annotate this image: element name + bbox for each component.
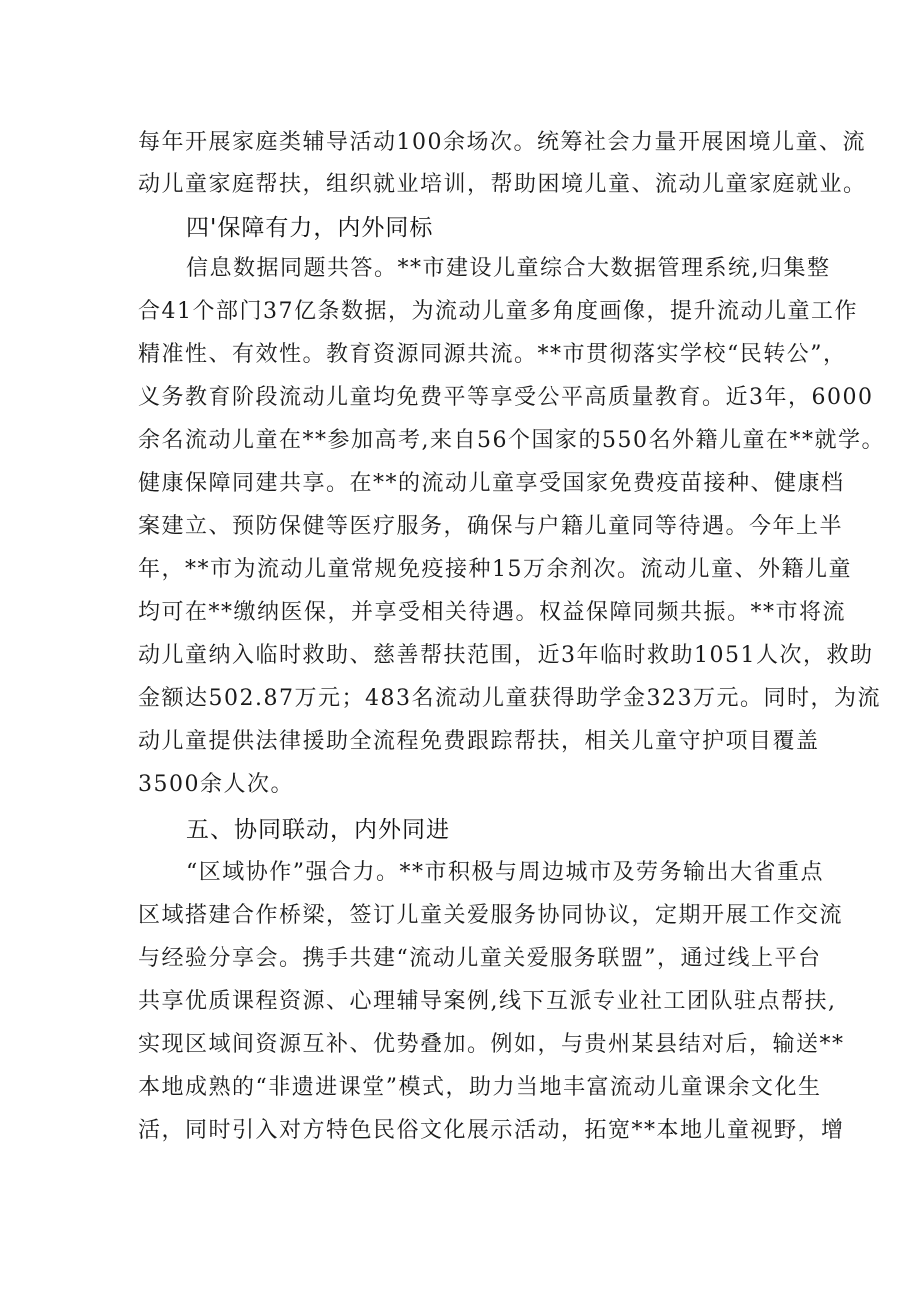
text-line: 均可在**缴纳医保，并享受相关待遇。权益保障同频共振。**市将流 (138, 600, 847, 625)
text-line: 每年开展家庭类辅导活动100余场次。统筹社会力量开展困境儿童、流 (138, 130, 866, 155)
text-line: 信息数据同题共答。**市建设儿童综合大数据管理系统,归集整 (186, 256, 831, 281)
text-line: 实现区域间资源互补、优势叠加。例如，与贵州某县结对后，输送** (138, 1032, 845, 1057)
section-heading-5: 五、协同联动，内外同进 (186, 817, 450, 843)
text-line: 动儿童纳入临时救助、慈善帮扶范围，近3年临时救助1051人次，救助 (138, 643, 874, 668)
text-line: 余名流动儿童在**参加高考,来自56个国家的550名外籍儿童在**就学。 (138, 428, 885, 453)
text-line: 区域搭建合作桥梁，签订儿童关爱服务协同协议，定期开展工作交流 (138, 903, 844, 928)
text-line: 案建立、预防保健等医疗服务，确保与户籍儿童同等待遇。今年上半 (138, 514, 844, 539)
text-line: 活，同时引入对方特色民俗文化展示活动，拓宽**本地儿童视野，增 (138, 1118, 845, 1143)
text-line: 与经验分享会。携手共建“流动儿童关爱服务联盟”，通过线上平台 (138, 946, 822, 971)
text-line: 年，**市为流动儿童常规免疫接种15万余剂次。流动儿童、外籍儿童 (138, 557, 852, 582)
text-line: “区域协作”强合力。**市积极与周边城市及劳务输出大省重点 (186, 860, 824, 885)
text-line: 共享优质课程资源、心理辅导案例,线下互派专业社工团队驻点帮扶, (138, 989, 837, 1014)
section-heading-4: 四'保障有力，内外同标 (186, 215, 434, 241)
text-line: 3500余人次。 (138, 772, 294, 797)
text-line: 义务教育阶段流动儿童均免费平等享受公平高质量教育。近3年，6000 (138, 385, 874, 410)
text-line: 精准性、有效性。教育资源同源共流。**市贯彻落实学校“民转公”， (138, 342, 847, 367)
text-line: 金额达502.87万元；483名流动儿童获得助学金323万元。同时，为流 (138, 686, 881, 711)
text-line: 动儿童家庭帮扶，组织就业培训，帮助困境儿童、流动儿童家庭就业。 (138, 172, 867, 197)
text-line: 本地成熟的“非遗进课堂”模式，助力当地丰富流动儿童课余文化生 (138, 1075, 822, 1100)
text-line: 合41个部门37亿条数据，为流动儿童多角度画像，提升流动儿童工作 (138, 299, 858, 324)
text-line: 动儿童提供法律援助全流程免费跟踪帮扶，相关儿童守护项目覆盖 (138, 729, 820, 754)
text-line: 健康保障同建共享。在**的流动儿童享受国家免费疫苗接种、健康档 (138, 471, 845, 496)
